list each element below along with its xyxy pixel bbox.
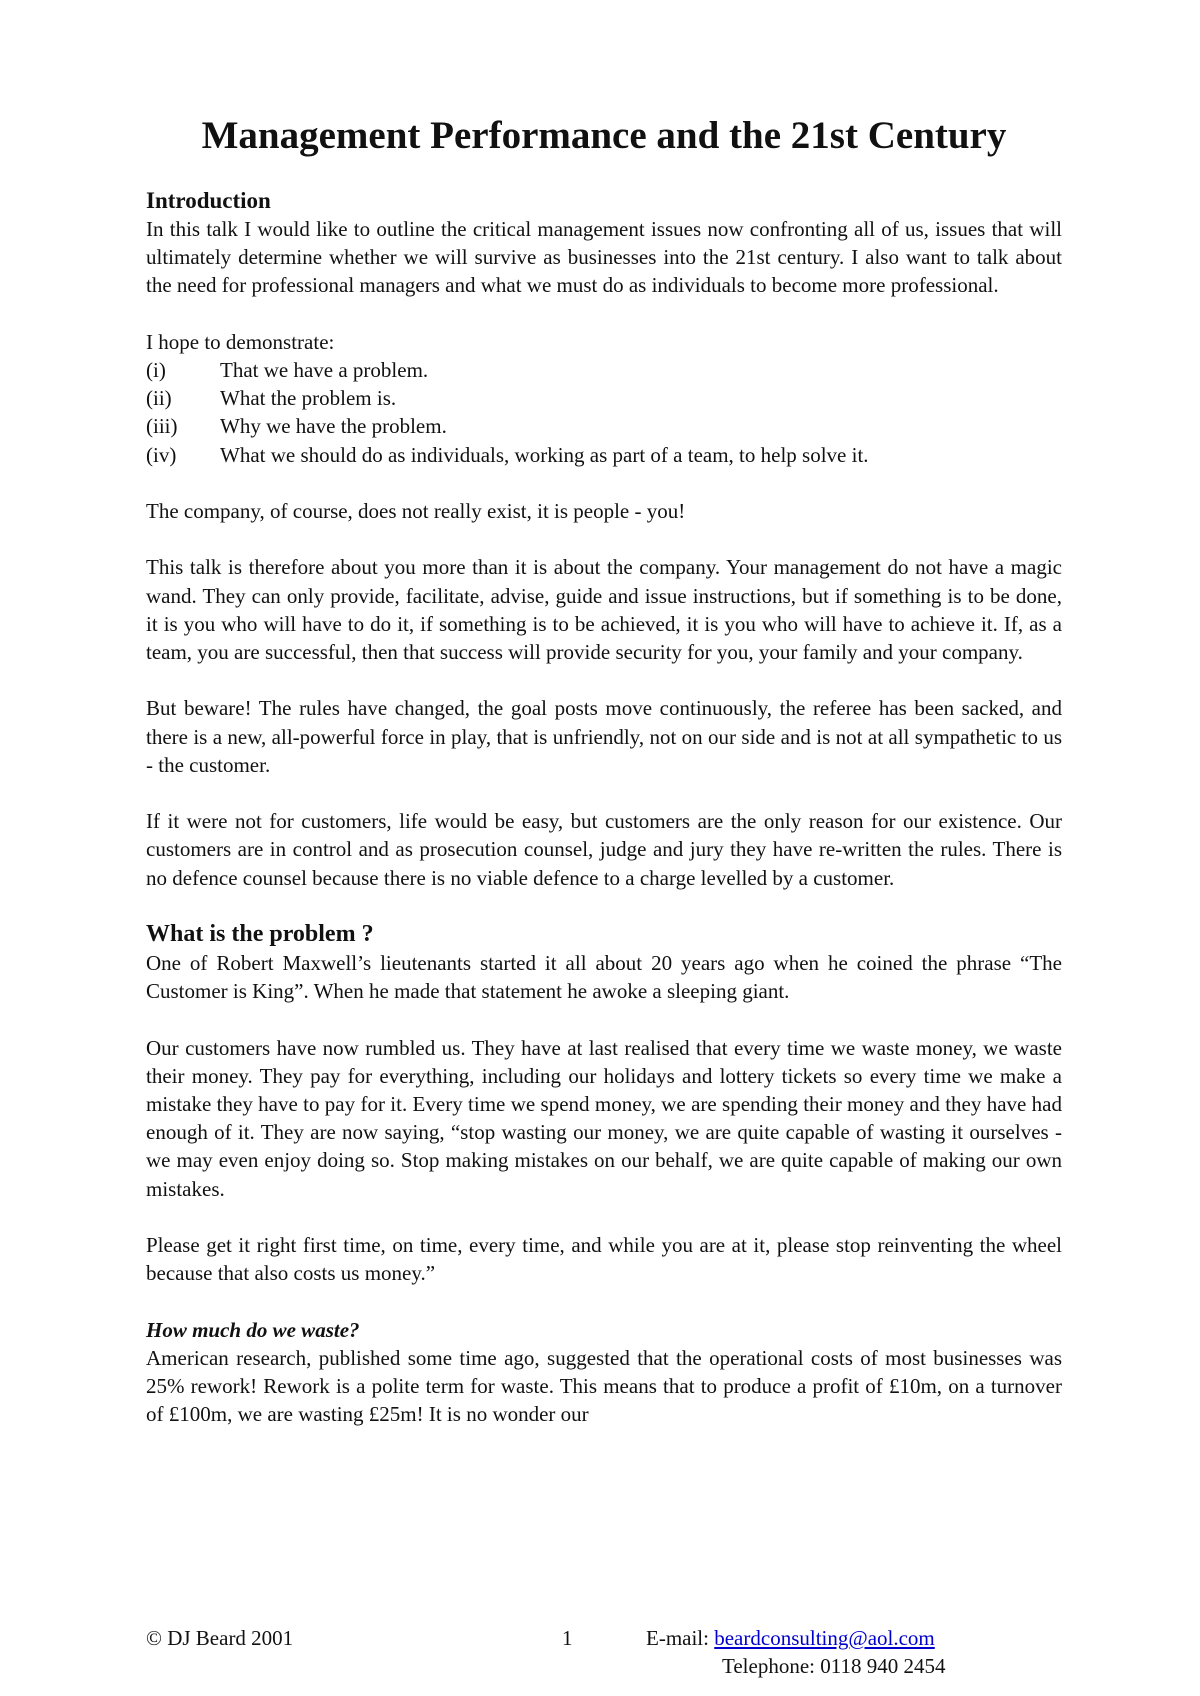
intro-heading: Introduction — [146, 188, 271, 213]
list-item-text: Why we have the problem. — [220, 414, 447, 439]
telephone-line: Telephone: 0118 940 2454 — [722, 1654, 946, 1678]
intro-paragraph-3: This talk is therefore about you more than it is about the company. Your management do not have a magic wand. They can only provide, facilitate, advise, guide and issue instructions, but if something is to be done, it is you who will have to do it, if something is to be achieved, it is you who will have to achieve it. If, as a team, you are successful, then that success will provide security for you, your family and your company. — [146, 555, 1062, 664]
waste-paragraph-1: American research, published some time ago, suggested that the operational costs of most businesses was 25% rework! Rework is a polite term for waste. This means that to produce a profit of £10m, on a turnover of £100m, we are wasting £25m! It is no wonder our — [146, 1345, 1062, 1426]
list-item-number: (ii) — [146, 386, 172, 411]
list-item-text: What the problem is. — [220, 386, 397, 411]
list-item — [146, 412, 1062, 440]
email-link[interactable]: beardconsulting@aol.com — [714, 1626, 935, 1650]
page-number: 1 — [562, 1626, 573, 1650]
waste-heading: How much do we waste? — [146, 1317, 360, 1342]
problem-paragraph-2: Our customers have now rumbled us. They have at last realised that every time we waste money, we waste their money. They pay for everything, including our holidays and lottery tickets so every time we make a mistake they have to pay for it. Every time we spend money, we are spending their money and they have had enough of it. They are now saying, “stop wasting our money, we are quite capable of wasting it ourselves - we may even enjoy doing so. Stop making mistakes on our behalf, we are quite capable of making our own mistakes. — [146, 1035, 1062, 1201]
intro-paragraph-5: If it were not for customers, life would be easy, but customers are the only reason for our existence. Our customers are in control and as prosecution counsel, judge and jury they have re-written the rules. There is no defence counsel because there is no viable defence to a charge levelled by a customer. — [146, 809, 1062, 890]
copyright-notice: © DJ Beard 2001 — [146, 1626, 294, 1650]
problem-heading: What is the problem ? — [146, 920, 374, 947]
intro-paragraph-2: The company, of course, does not really exist, it is people - you! — [146, 499, 686, 523]
list-item-number: (iv) — [146, 442, 177, 467]
document-title: Management Performance and the 21st Century — [201, 114, 1007, 157]
problem-paragraph-3: Please get it right first time, on time, every time, and while you are at it, please stop reinventing the wheel because that also costs us money.” — [146, 1232, 1062, 1286]
list-item-number: (i) — [146, 358, 166, 382]
list-lead: I hope to demonstrate: — [146, 329, 335, 354]
list-item-text: What we should do as individuals, working as part of a team, to help solve it. — [220, 442, 869, 467]
list-item-text: That we have a problem. — [220, 358, 429, 382]
list-item-number: (iii) — [146, 414, 178, 439]
email-line — [646, 1624, 935, 1652]
document-body — [146, 112, 1062, 1428]
intro-paragraph-1: In this talk I would like to outline the critical management issues now confronting all of us, issues that will ultimately determine whether we will survive as businesses into the 21st century. I also want to talk about the need for professional managers and what we must do as individuals to become more professional. — [146, 217, 1062, 298]
intro-paragraph-4: But beware! The rules have changed, the goal posts move continuously, the referee has been sacked, and there is a new, all-powerful force in play, that is unfriendly, not on our side and is not at all sympathetic to us - the customer. — [146, 696, 1062, 777]
list-item — [146, 441, 1062, 469]
email-label: E-mail: — [646, 1626, 715, 1650]
demonstrate-list — [146, 356, 1062, 469]
list-item — [146, 384, 1062, 412]
list-item — [146, 356, 1062, 384]
problem-paragraph-1: One of Robert Maxwell’s lieutenants started it all about 20 years ago when he coined the phrase “The Customer is King”. When he made that statement he awoke a sleeping giant. — [146, 950, 1062, 1004]
